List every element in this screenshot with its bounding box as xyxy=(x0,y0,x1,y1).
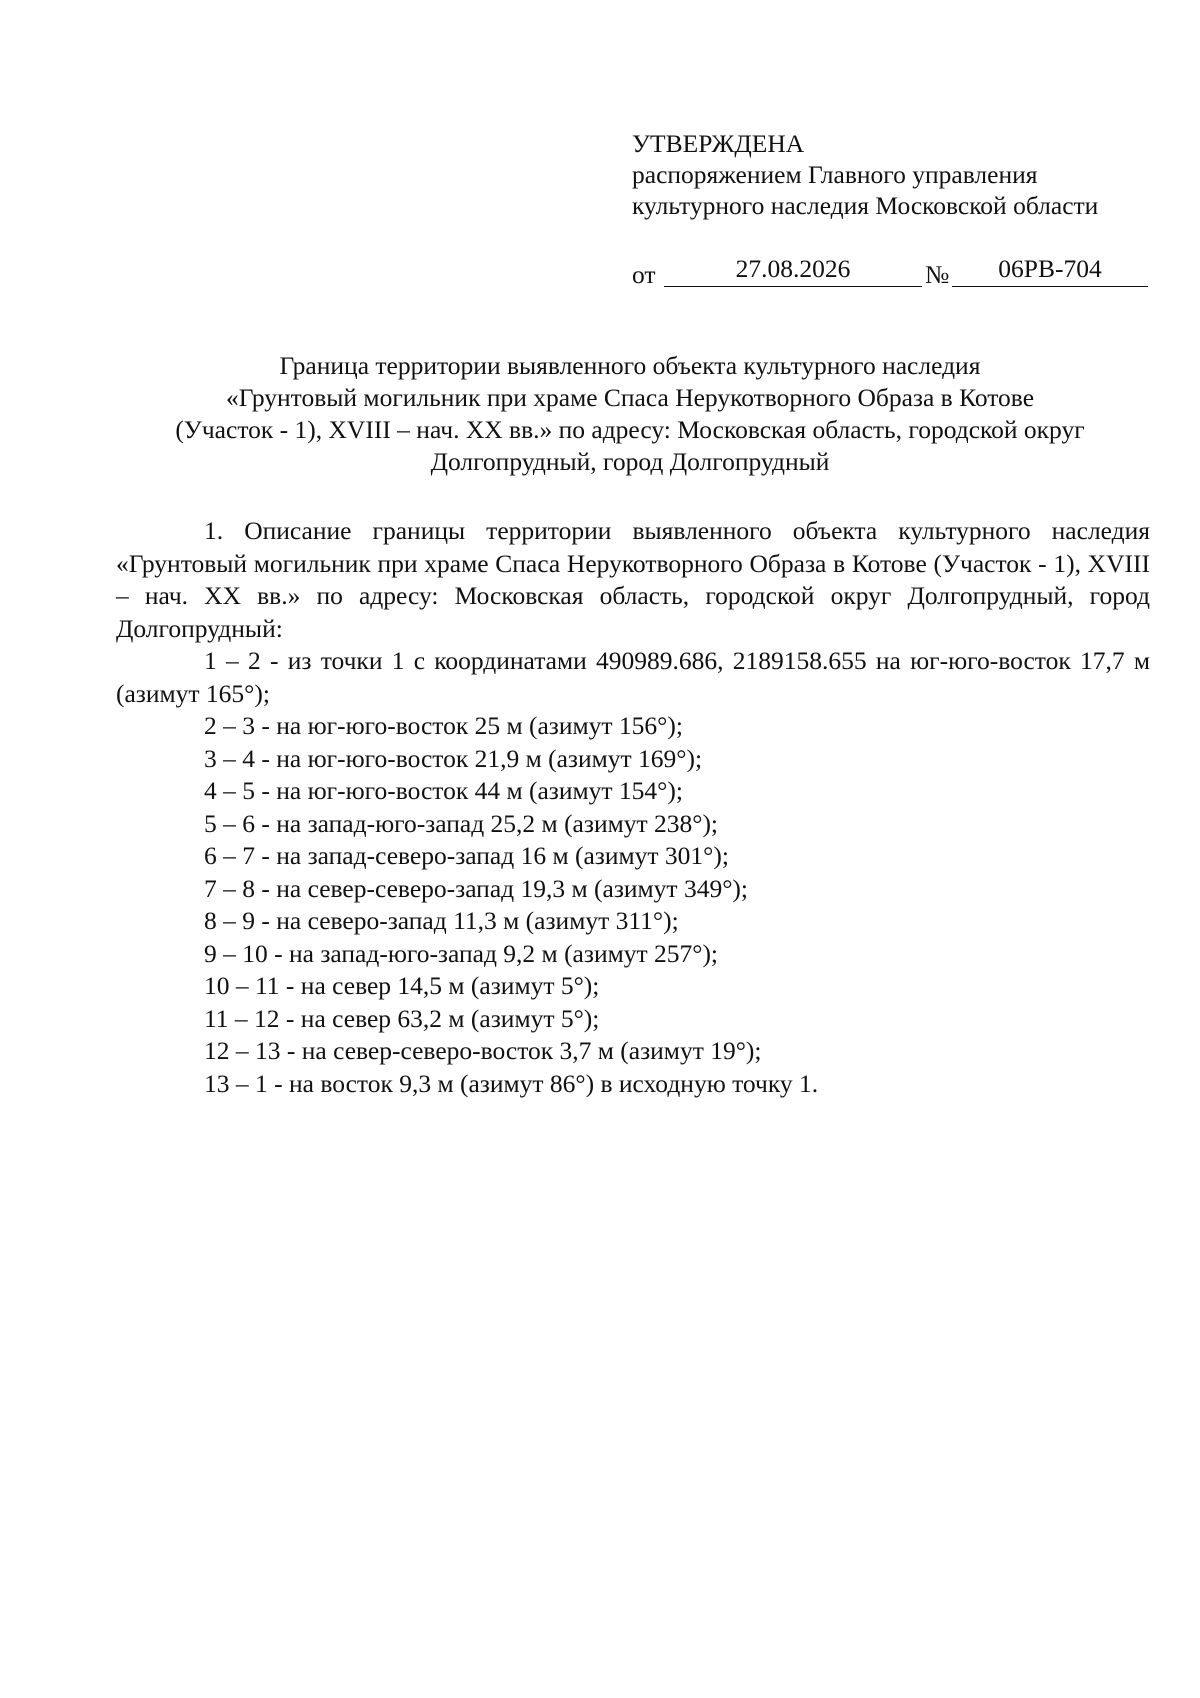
approval-authority-line1: распоряжением Главного управления xyxy=(632,160,1038,189)
boundary-segment: 9 – 10 - на запад-юго-запад 9,2 м (азимут 257°); xyxy=(204,938,719,968)
registration-row xyxy=(632,256,1152,290)
boundary-segment: 7 – 8 - на север-северо-запад 19,3 м (азимут 349°); xyxy=(204,873,748,903)
boundary-segment: 10 – 11 - на север 14,5 м (азимут 5°); xyxy=(204,971,600,1000)
document-body xyxy=(116,515,1150,1100)
boundary-segment: 3 – 4 - на юг-юго-восток 21,9 м (азимут 169°); xyxy=(204,743,703,773)
date-field xyxy=(664,256,922,287)
document-title xyxy=(110,350,1150,478)
title-line-2: «Грунтовый могильник при храме Спаса Нерукотворного Образа в Котове xyxy=(225,383,1035,412)
number-value: 06РВ-704 xyxy=(998,254,1102,283)
title-line-1: Граница территории выявленного объекта культурного наследия xyxy=(279,351,981,380)
boundary-segment: 12 – 13 - на север-северо-восток 3,7 м (азимут 19°); xyxy=(204,1036,762,1065)
boundary-segment: 6 – 7 - на запад-северо-запад 16 м (азимут 301°); xyxy=(204,841,729,870)
approval-stamp: УТВЕРЖДЕНА xyxy=(632,129,805,158)
number-field xyxy=(952,256,1148,287)
number-label: № xyxy=(925,260,950,289)
boundary-segment: 4 – 5 - на юг-юго-восток 44 м (азимут 154°); xyxy=(204,776,683,805)
boundary-segment: 11 – 12 - на север 63,2 м (азимут 5°); xyxy=(204,1003,600,1033)
approval-block xyxy=(632,128,1152,221)
title-line-4: Долгопрудный, город Долгопрудный xyxy=(430,447,830,476)
section-1-description: 1. Описание границы территории выявленного объекта культурного наследия «Грунтовый могильник при храме Спаса Нерукотворного Образа в Котове (Участок - 1), XVIII – нач. XX вв.» по адресу: Московская область, городской округ Долгопрудный, город Долгопрудный: xyxy=(116,516,1150,643)
boundary-segment: 8 – 9 - на северо-запад 11,3 м (азимут 311°); xyxy=(204,906,679,935)
boundary-segment: 13 – 1 - на восток 9,3 м (азимут 86°) в исходную точку 1. xyxy=(204,1068,819,1098)
title-line-3: (Участок - 1), XVIII – нач. XX вв.» по адресу: Московская область, городской округ xyxy=(175,415,1085,444)
approval-authority-line2: культурного наследия Московской области xyxy=(632,191,1099,220)
date-label: от xyxy=(632,260,656,289)
date-value: 27.08.2026 xyxy=(735,254,851,283)
boundary-segment: 2 – 3 - на юг-юго-восток 25 м (азимут 156°); xyxy=(204,711,683,740)
boundary-segment: 5 – 6 - на запад-юго-запад 25,2 м (азимут 238°); xyxy=(204,808,719,838)
boundary-segment: 1 – 2 - из точки 1 с координатами 490989.686, 2189158.655 на юг-юго-восток 17,7 м (азимут 165°); xyxy=(116,646,1150,708)
